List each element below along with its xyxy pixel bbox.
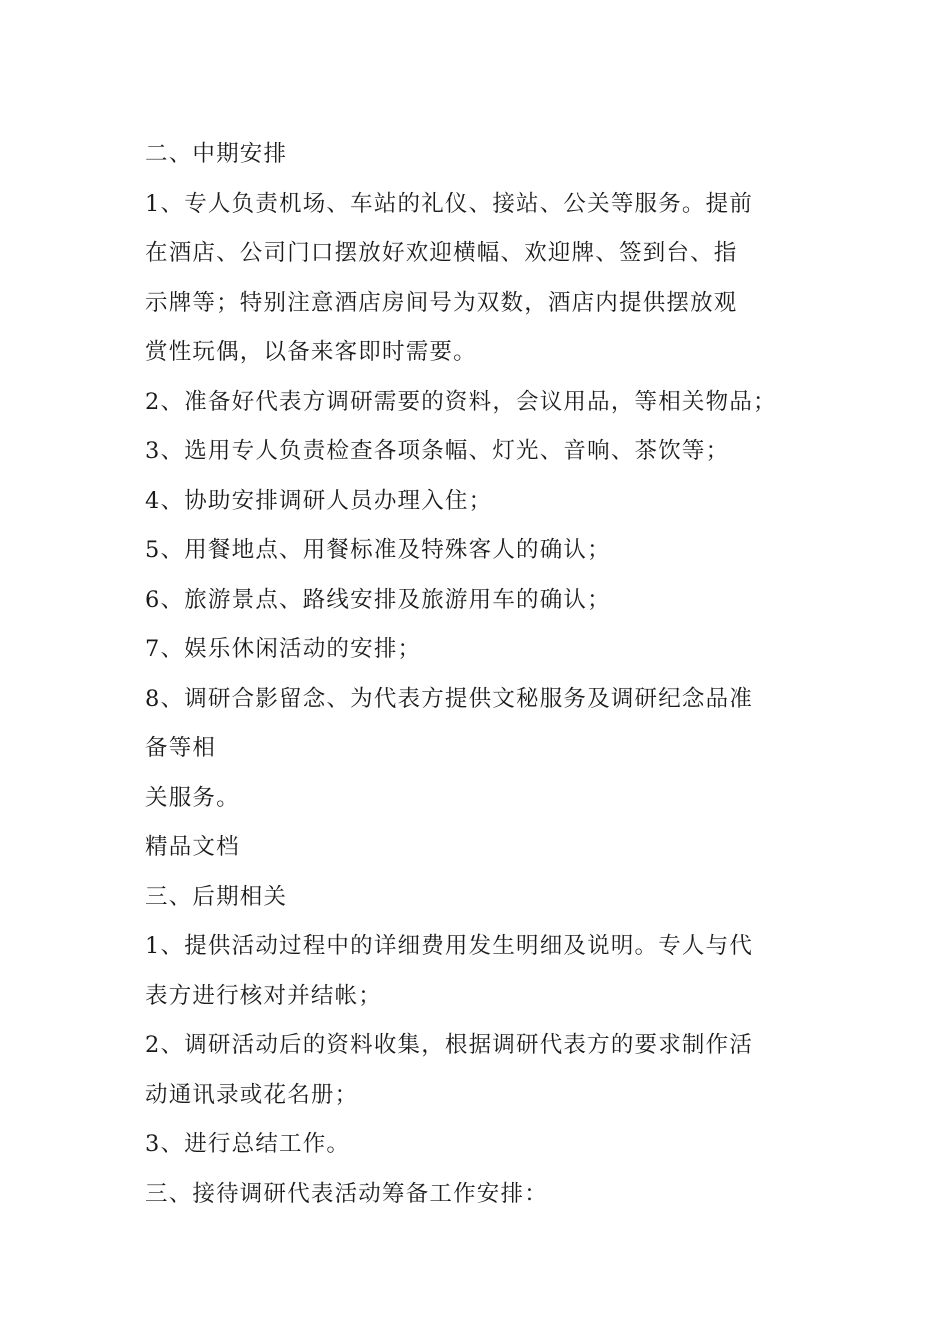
paragraph-line: 5、用餐地点、用餐标准及特殊客人的确认； <box>145 537 611 563</box>
section-heading-mid-term: 二、中期安排 <box>145 141 288 167</box>
paragraph-line: 3、选用专人负责检查各项条幅、灯光、音响、茶饮等； <box>145 438 730 464</box>
paragraph-line: 1、提供活动过程中的详细费用发生明细及说明。专人与代 <box>145 933 754 959</box>
paragraph-line: 8、调研合影留念、为代表方提供文秘服务及调研纪念品准 <box>145 685 754 712</box>
paragraph-line: 赏性玩偶，以备来客即时需要。 <box>145 339 477 365</box>
document-body <box>145 130 810 1219</box>
watermark-text: 精品文档 <box>145 834 240 860</box>
paragraph-line: 2、调研活动后的资料收集，根据调研代表方的要求制作活 <box>145 1032 754 1058</box>
paragraph-line: 6、旅游景点、路线安排及旅游用车的确认； <box>145 586 611 613</box>
paragraph-line: 关服务。 <box>145 784 240 811</box>
section-heading-preparation: 三、接待调研代表活动筹备工作安排： <box>145 1180 548 1207</box>
paragraph-line: 1、专人负责机场、车站的礼仪、接站、公关等服务。提前 <box>145 190 754 217</box>
paragraph-line: 在酒店、公司门口摆放好欢迎横幅、欢迎牌、签到台、指 <box>145 240 738 266</box>
paragraph-line: 表方进行核对并结帐； <box>145 982 383 1009</box>
section-heading-late-stage: 三、后期相关 <box>145 883 288 910</box>
paragraph-line: 动通讯录或花名册； <box>145 1081 359 1108</box>
paragraph-line: 7、娱乐休闲活动的安排； <box>145 636 422 662</box>
paragraph-line: 示牌等；特别注意酒店房间号为双数，酒店内提供摆放观 <box>145 289 738 316</box>
paragraph-line: 4、协助安排调研人员办理入住； <box>145 487 493 514</box>
paragraph-line: 备等相 <box>145 735 217 761</box>
paragraph-line: 2、准备好代表方调研需要的资料，会议用品，等相关物品； <box>145 388 777 415</box>
paragraph-line: 3、进行总结工作。 <box>145 1131 351 1157</box>
